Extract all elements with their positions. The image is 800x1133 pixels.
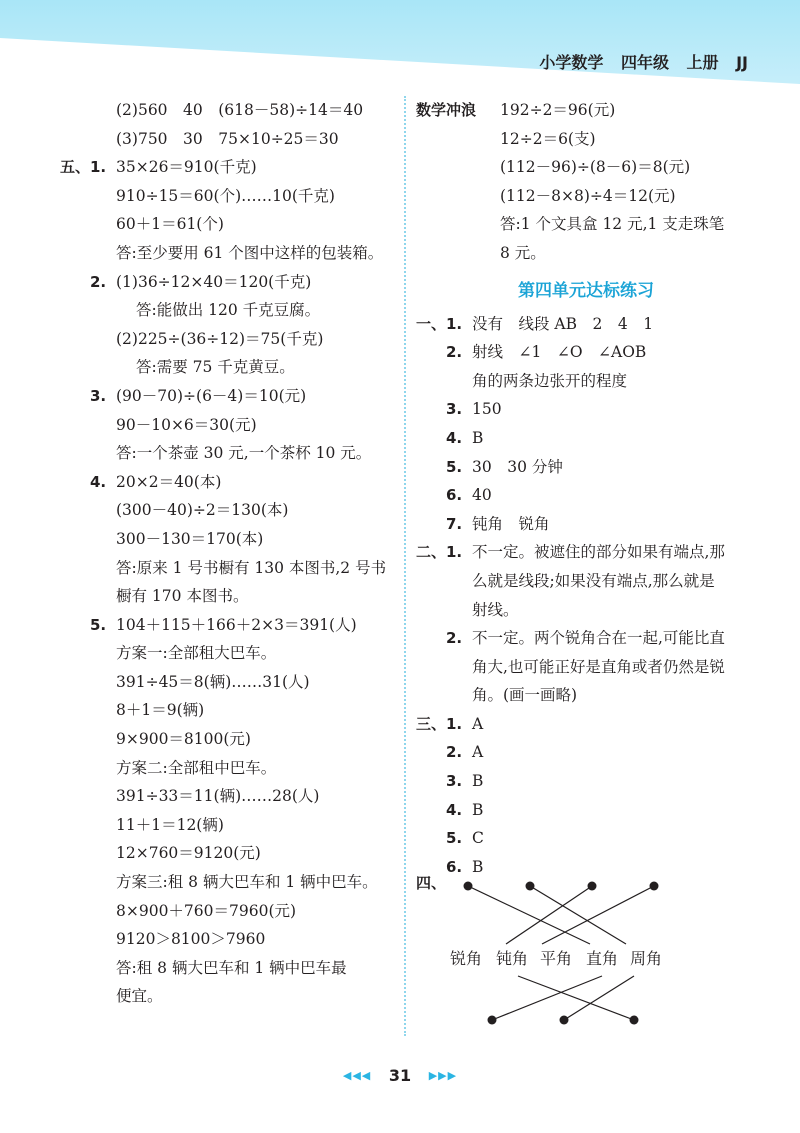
answer-line [60,754,396,783]
answer-line [60,897,396,926]
answer-text: C [472,829,484,848]
page-footer [0,1066,800,1085]
match-line [542,886,654,944]
answer-line [416,510,756,539]
answer-line [60,325,396,354]
angle-word: 直角 [586,949,619,968]
answer-line [60,468,396,497]
answer-text: (112－96)÷(8－6)＝8(元) [500,158,691,177]
question-label: 二、1. [416,543,463,562]
answer-text: 方案二:全部租中巴车。 [116,758,277,777]
answer-text: 12÷2＝6(支) [500,129,596,148]
angle-word: 平角 [540,949,573,968]
answer-text: 40 [472,486,492,505]
answer-text: (1)36÷12×40＝120(千克) [116,272,312,291]
answer-text: 20×2＝40(本) [116,472,222,491]
match-dot [526,882,535,891]
answer-line [416,796,756,825]
angle-word: 钝角 [496,949,529,968]
match-dot [488,1016,497,1025]
answer-text: 12×760＝9120(元) [116,844,261,863]
answer-text: 便宜。 [116,987,163,1006]
answer-text: 答:需要 75 千克黄豆。 [136,358,295,377]
question-label: 2. [446,629,463,648]
answer-line [416,210,756,239]
answer-text: 答:原来 1 号书橱有 130 本图书,2 号书 [116,558,387,577]
question-label: 四、 [416,874,447,892]
answer-line [416,125,756,154]
question-label: 7. [446,514,463,533]
question-label: 2. [446,343,463,362]
answer-line [60,182,396,211]
answer-text: 9120＞8100＞7960 [116,930,266,949]
answer-text: 30 30 分钟 [472,457,563,476]
answer-line [60,268,396,297]
left-column [60,96,396,1011]
question-label: 3. [446,400,463,419]
answer-text: 不一定。被遮住的部分如果有端点,那 [472,543,725,562]
answer-text: 角大,也可能正好是直角或者仍然是锐 [472,657,725,676]
answer-line [60,296,396,325]
answer-text: (2)560 40 (618－58)÷14＝40 [116,101,364,119]
answer-text: 方案一:全部租大巴车。 [116,644,277,663]
answer-text: B [472,800,484,819]
match-dot [588,882,597,891]
answer-text: 没有 线段 AB 2 4 1 [472,314,654,333]
question-label: 3. [90,386,107,405]
answer-text: B [472,857,484,876]
answer-line [416,767,756,796]
answer-text: 答:租 8 辆大巴车和 1 辆中巴车最 [116,958,347,977]
answer-text: (3)750 30 75×10÷25＝30 [116,129,339,148]
answer-line [416,96,756,125]
question-label: 5. [90,615,107,634]
answer-text: (2)225÷(36÷12)＝75(千克) [116,329,324,348]
answer-text: 答:一个茶壶 30 元,一个茶杯 10 元。 [116,444,372,463]
answer-text: A [472,714,484,733]
math-surf-section [416,96,756,268]
answer-line [416,367,756,396]
unit-four-answers [416,310,756,882]
answer-line [60,554,396,583]
question-label: 5. [446,457,463,476]
answer-line [416,738,756,767]
answer-line [60,153,396,182]
answer-line [60,839,396,868]
question-label: 4. [446,428,463,447]
question-label: 数学冲浪 [416,101,477,119]
answer-text: 方案三:租 8 辆大巴车和 1 辆中巴车。 [116,873,378,892]
question-label: 5. [446,829,463,848]
match-line [530,886,626,944]
answer-text: 答:能做出 120 千克豆腐。 [136,301,321,320]
answer-line [416,596,756,625]
answer-text: 8×900＋760＝7960(元) [116,901,297,920]
answer-line [60,811,396,840]
answer-line [60,525,396,554]
answer-line [60,239,396,268]
answer-line [60,639,396,668]
answer-text: 橱有 170 本图书。 [116,587,249,606]
match-line [492,976,602,1020]
answer-text: 391÷45＝8(辆)……31(人) [116,672,310,691]
answer-line [60,611,396,640]
question-label: 3. [446,772,463,791]
answer-line [60,582,396,611]
question-label: 三、1. [416,714,463,733]
answer-text: 35×26＝910(千克) [116,158,257,177]
answer-line [60,725,396,754]
right-column [416,96,756,881]
answer-line [60,925,396,954]
answer-line [416,182,756,211]
answer-text: 答:至少要用 61 个图中这样的包装箱。 [116,243,384,262]
answer-text: 8＋1＝9(辆) [116,701,205,720]
answer-line [416,338,756,367]
header-title: 小学数学 四年级 上册 JJ [539,53,748,72]
answer-text: (112－8×8)÷4＝12(元) [500,186,676,205]
answer-text: 11＋1＝12(辆) [116,815,224,834]
answer-text: B [472,428,484,447]
match-dot [650,882,659,891]
angle-word: 锐角 [450,949,483,968]
answer-text: 角的两条边张开的程度 [472,371,628,390]
answer-text: 90－10×6＝30(元) [116,415,257,434]
answer-line [416,624,756,653]
answer-line [60,125,396,154]
angle-word: 周角 [630,949,663,968]
answer-text: 391÷33＝11(辆)……28(人) [116,787,320,806]
answer-line [60,353,396,382]
answer-text: 192÷2＝96(元) [500,101,616,119]
answer-text: (300－40)÷2＝130(本) [116,501,289,520]
question-label: 6. [446,486,463,505]
answer-line [60,210,396,239]
question-label: 4. [446,800,463,819]
answer-text: B [472,772,484,791]
answer-line [416,424,756,453]
question-label: 一、1. [416,314,463,333]
answer-line [416,453,756,482]
answer-line [416,567,756,596]
answer-line [416,538,756,567]
answer-line [60,696,396,725]
question-label: 2. [446,743,463,762]
question-label: 4. [90,472,107,491]
answer-line [60,382,396,411]
answer-line [416,153,756,182]
answer-text: 60＋1＝61(个) [116,215,224,234]
match-dot [464,882,473,891]
answer-line [60,496,396,525]
answer-line [416,824,756,853]
prev-arrows-icon: ◀◀◀ [342,1069,372,1082]
answer-line [60,982,396,1011]
answer-text: 射线。 [472,600,519,619]
match-dot [560,1016,569,1025]
answer-text: 104＋115＋166＋2×3＝391(人) [116,615,357,634]
question-label: 2. [90,272,107,291]
answer-line [416,653,756,682]
answer-text: 答:1 个文具盒 12 元,1 支走珠笔 [500,215,725,234]
match-line [518,976,634,1020]
answer-text: 300－130＝170(本) [116,529,264,548]
answer-line [60,668,396,697]
answer-line [60,411,396,440]
answer-line [60,439,396,468]
answer-text: 8 元。 [500,243,546,262]
section-title: 第四单元达标练习 [518,280,654,301]
answer-line [60,954,396,983]
answer-text: 910÷15＝60(个)……10(千克) [116,186,335,205]
answer-line [416,481,756,510]
answer-text: 钝角 锐角 [472,514,550,533]
match-dot [630,1016,639,1025]
column-divider [404,96,406,1036]
answer-line [60,868,396,897]
match-line [468,886,590,944]
question-label: 五、1. [60,158,107,177]
matching-svg [416,872,700,1032]
answer-text: 150 [472,400,502,419]
answer-line [416,310,756,339]
answer-text: 角。(画一画略) [472,686,578,705]
answer-line [60,96,396,125]
answer-line [416,239,756,268]
answer-line [416,395,756,424]
answer-text: A [472,743,484,762]
answer-text: 么就是线段;如果没有端点,那么就是 [472,571,715,590]
page-number: 31 [388,1066,412,1085]
answer-text: 9×900＝8100(元) [116,730,251,749]
answer-line [60,782,396,811]
answer-line [416,710,756,739]
answer-line [416,681,756,710]
answer-text: 射线 ∠1 ∠O ∠AOB [472,343,647,362]
next-arrows-icon: ▶▶▶ [428,1069,458,1082]
answer-text: 不一定。两个锐角合在一起,可能比直 [472,629,725,648]
question-label: 6. [446,857,463,876]
answer-text: (90－70)÷(6－4)＝10(元) [116,386,307,405]
